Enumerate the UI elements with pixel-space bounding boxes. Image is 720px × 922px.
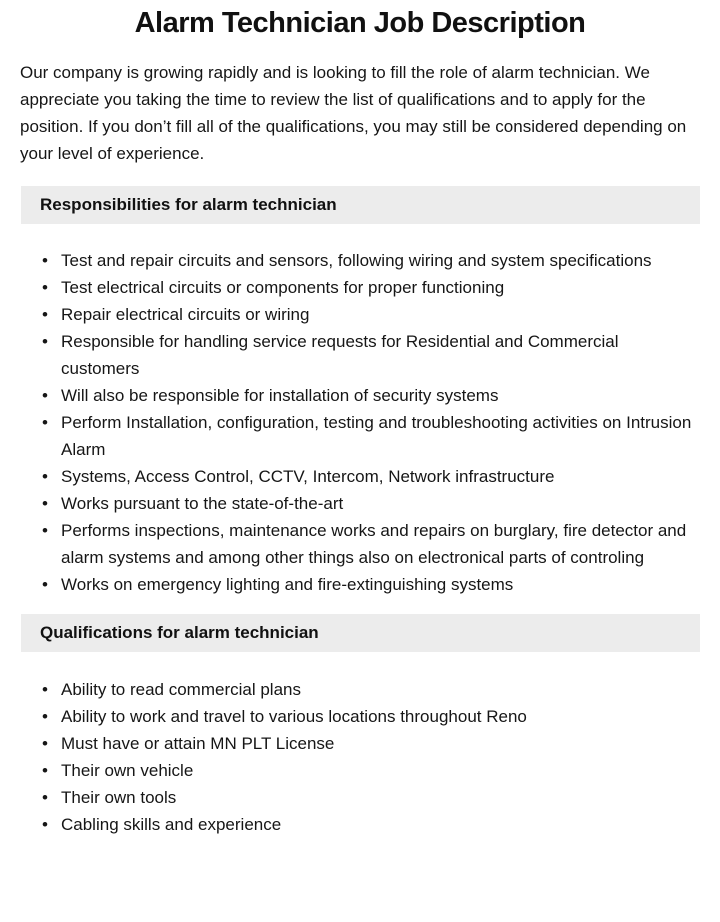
list-item: • Ability to read commercial plans [20,676,700,703]
qualifications-list [20,676,700,838]
list-item: • Their own tools [20,784,700,811]
list-item: • Performs inspections, maintenance works and repairs on burglary, fire detector and alarm systems and among other things also on electronical parts of controling [20,517,700,571]
list-item: • Systems, Access Control, CCTV, Intercom, Network infrastructure [20,463,700,490]
list-item: • Cabling skills and experience [20,811,700,838]
list-item: • Works pursuant to the state-of-the-art [20,490,700,517]
list-item: • Perform Installation, configuration, testing and troubleshooting activities on Intrusion Alarm [20,409,700,463]
qualifications-section-heading: Qualifications for alarm technician [40,623,319,642]
responsibilities-list [20,247,700,598]
list-item: • Works on emergency lighting and fire-extinguishing systems [20,571,700,598]
list-item: • Will also be responsible for installation of security systems [20,382,700,409]
responsibilities-section-header [21,186,700,224]
list-item: • Their own vehicle [20,757,700,784]
qualifications-section-header [21,614,700,652]
list-item: • Must have or attain MN PLT License [20,730,700,757]
list-item: • Test electrical circuits or components for proper functioning [20,274,700,301]
intro-paragraph: Our company is growing rapidly and is looking to fill the role of alarm technician. We appreciate you taking the time to review the list of qualifications and to apply for the position. If you don’t fill all of the qualifications, you may still be considered depending on your level of experience. [20,63,687,163]
list-item: • Ability to work and travel to various locations throughout Reno [20,703,700,730]
page-title: Alarm Technician Job Description [134,7,586,39]
list-item: • Test and repair circuits and sensors, following wiring and system specifications [20,247,700,274]
responsibilities-section-heading: Responsibilities for alarm technician [40,195,337,214]
list-item: • Responsible for handling service requests for Residential and Commercial customers [20,328,700,382]
list-item: • Repair electrical circuits or wiring [20,301,700,328]
